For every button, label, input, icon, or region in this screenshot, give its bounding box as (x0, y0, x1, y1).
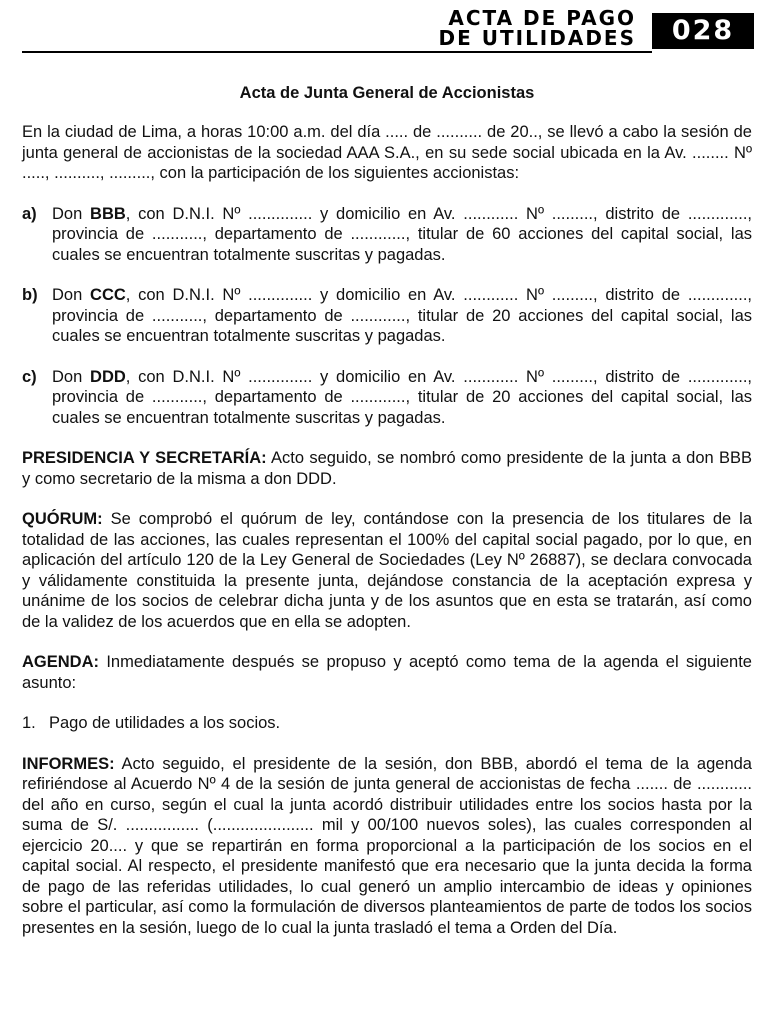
shareholder-name: BBB (90, 204, 126, 223)
header-divider (22, 51, 652, 53)
section-heading: INFORMES: (22, 754, 115, 773)
agenda-item-text: Pago de utilidades a los socios. (49, 714, 281, 732)
list-marker: b) (22, 286, 38, 304)
shareholder-prefix: Don (52, 286, 91, 304)
shareholder-name: DDD (90, 367, 126, 386)
presidencia-paragraph (22, 448, 752, 489)
shareholder-item-b (22, 285, 752, 347)
section-text: Acto seguido, el presidente de la sesión, don BBB, abordó el tema de la agenda refiriéndose al Acuerdo Nº 4 de la sesión de junta general de accionistas de fecha ....... de ............ del año en curso, según el cual la junta acordó distribuir utilidades entre los socios hasta por la suma de S/. ................ (...................... mil y 00/100 nuevos soles), las cuales corresponden al ejercicio 20.... y que se repartirán en forma proporcional a la participación de los socios en el capital social. Al respecto, el presidente manifestó que era necesario que la junta decida la forma de pago de las referidas utilidades, lo cual generó un amplio intercambio de ideas y opiniones sobre el particular, así como la formulación de diversos planteamientos de parte de todos los socios presentes en la sesión, luego de lo cual la junta trasladó el tema a Orden del Día. (22, 754, 752, 937)
list-marker: c) (22, 367, 37, 386)
shareholder-details: , con D.N.I. Nº .............. y domicilio en Av. ............ Nº ........., distrito de ............., provincia de ..........., departamento de ............, titular de 60 acciones del capital social, las cuales se encuentran totalmente suscritas y pagadas. (52, 204, 752, 264)
header-title-line-2: DE UTILIDADES (438, 26, 636, 50)
section-text: Se comprobó el quórum de ley, contándose con la presencia de los titulares de la totalidad de las acciones, las cuales representan el 100% del capital social pagado, por lo que, en aplicación del artículo 120 de la Ley General de Sociedades (Ley Nº 26887), se declara convocada y válidamente constituida la presente junta, dejándose constancia de la aceptación expresa y unánime de los socios de celebrar dicha junta y de los asuntos que en esta se tratarán, así como de la validez de los acuerdos que en ella se adopten. (22, 510, 752, 631)
agenda-item-1 (22, 713, 752, 734)
shareholder-name: CCC (90, 286, 126, 304)
header-title-line-1: ACTA DE PAGO (448, 6, 636, 30)
agenda-paragraph (22, 652, 752, 693)
informes-paragraph (22, 754, 752, 939)
quorum-paragraph (22, 509, 752, 632)
section-heading: PRESIDENCIA Y SECRETARÍA: (22, 449, 267, 467)
document-body (22, 82, 752, 958)
list-marker: a) (22, 204, 37, 223)
header-title (439, 8, 636, 48)
intro-paragraph: En la ciudad de Lima, a horas 10:00 a.m. del día ..... de .......... de 20.., se llevó a cabo la sesión de junta general de accionistas de la sociedad AAA S.A., en su sede social ubicada en la Av. ........ Nº ....., .........., ........., con la participación de los siguientes accionistas: (22, 123, 752, 182)
document-number-badge: 028 (652, 13, 754, 49)
page-header (22, 8, 754, 52)
section-text: Acto seguido, se nombró como presidente de la junta a don BBB y como secretario de la misma a don DDD. (22, 449, 752, 488)
shareholder-prefix: Don (52, 367, 91, 386)
list-marker: 1. (22, 714, 36, 732)
section-heading: QUÓRUM: (22, 510, 103, 528)
shareholder-item-a (22, 204, 752, 266)
shareholder-item-c (22, 367, 752, 429)
shareholder-details: , con D.N.I. Nº .............. y domicilio en Av. ............ Nº ........., distrito de ............., provincia de ..........., departamento de ............, titular de 20 acciones del capital social, las cuales se encuentran totalmente suscritas y pagadas. (52, 367, 752, 427)
shareholder-prefix: Don (52, 204, 91, 223)
document-title: Acta de Junta General de Accionistas (239, 84, 535, 102)
section-heading: AGENDA: (22, 653, 99, 671)
section-text: Inmediatamente después se propuso y aceptó como tema de la agenda el siguiente asunto: (22, 653, 752, 692)
shareholder-details: , con D.N.I. Nº .............. y domicilio en Av. ............ Nº ........., distrito de ............., provincia de ..........., departamento de ............, titular de 20 acciones del capital social, las cuales se encuentran totalmente suscritas y pagadas. (52, 286, 752, 345)
